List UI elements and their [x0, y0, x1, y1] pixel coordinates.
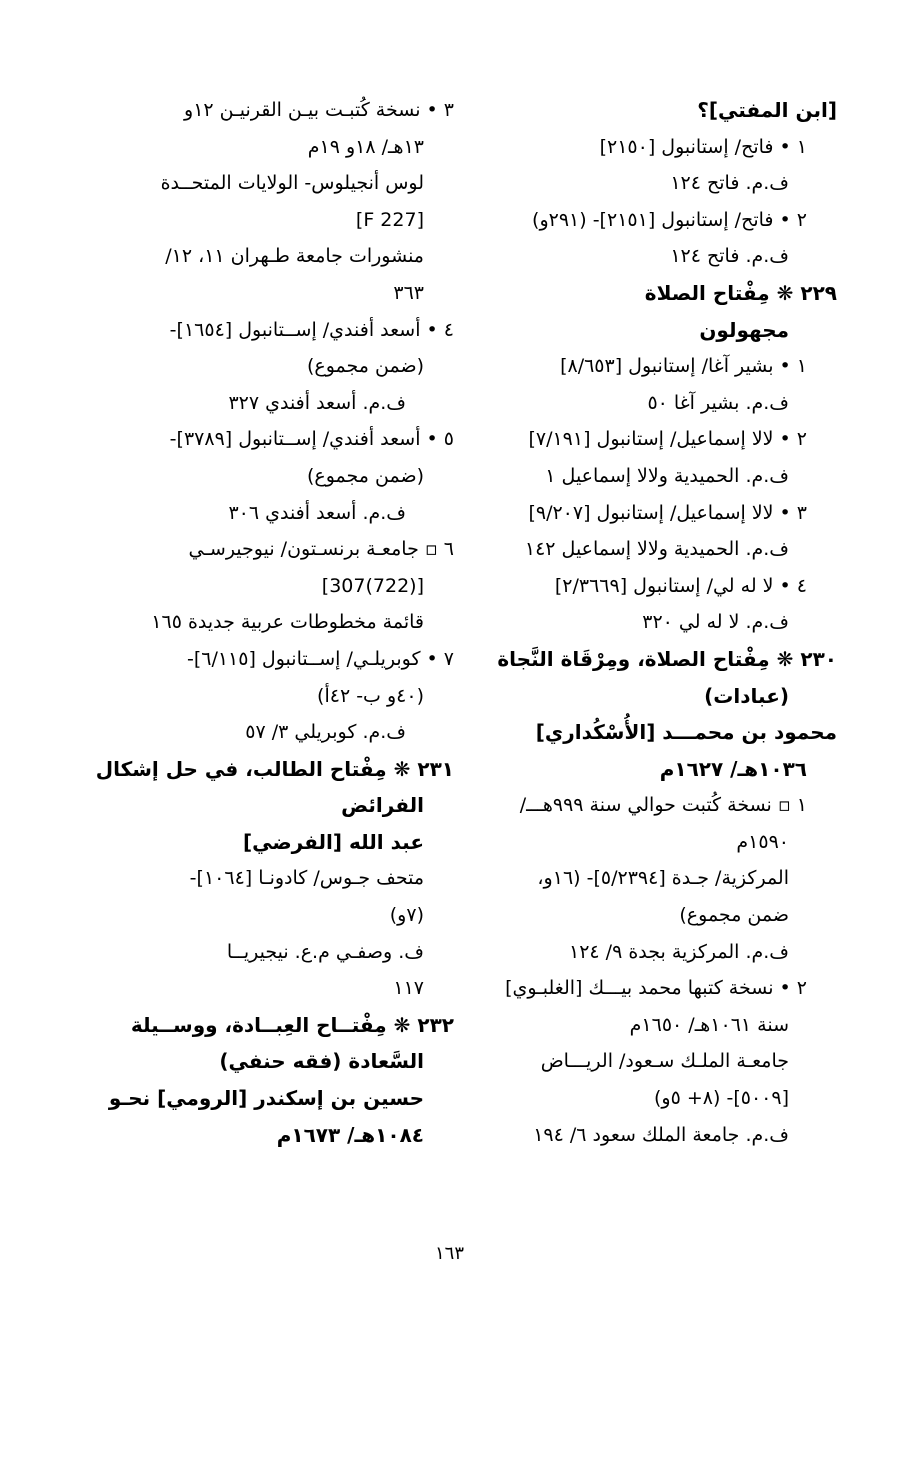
left-column-line: ٧ • كوبريلـي/ إســتانبول [٦/١١٥]-: [186, 647, 454, 670]
right-column-line: ف.م. الحميدية ولالا إسماعيل ١٤٢: [524, 538, 789, 561]
right-column-line: ٢ • نسخة كتبها محمد بيـــك [الغلبـوي]: [505, 977, 807, 1000]
right-column-line: ف.م. بشير آغا ٥٠: [647, 391, 789, 414]
right-column-line: مجهولون: [699, 317, 789, 342]
right-column-line: محمود بن محمـــد [الأُسْكُداري]: [535, 720, 837, 745]
right-column-line: ف.م. المركزية بجدة ٩/ ١٢٤: [569, 940, 789, 963]
right-column-line: ف.م. جامعة الملك سعود ٦/ ١٩٤: [533, 1123, 789, 1146]
left-column-line: السَّعادة (فقه حنفي): [219, 1049, 424, 1074]
right-column-line: المركزية/ جـدة [٥/٢٣٩٤]- (١٦و،: [537, 867, 789, 890]
right-column-line: سنة ١٠٦١هـ/ ١٦٥٠م: [629, 1013, 789, 1036]
left-column-line: (٤٠و ب- ٤٢أ): [317, 684, 424, 707]
left-column-line: قائمة مخطوطات عربية جديدة ١٦٥: [151, 611, 424, 634]
right-column-line: ٤ • لا له لي/ إستانبول [٢/٣٦٦٩]: [554, 574, 807, 597]
left-column: [95, 92, 454, 1153]
right-column-line: ١٠٣٦هـ/ ١٦٢٧م: [659, 756, 807, 781]
left-column-line: ١٠٨٤هـ/ ١٦٧٣م: [276, 1122, 424, 1147]
left-column-line: ٢٣١ ❋ مِفْتاح الطالب، في حل إشكال: [95, 756, 454, 781]
left-column-line: (٧و): [389, 904, 424, 927]
left-column-line: ٥ • أسعد أفندي/ إســتانبول [٣٧٨٩]-: [169, 428, 454, 451]
right-column-line: ١ • فاتح/ إستانبول [٢١٥٠]: [599, 135, 807, 158]
right-column-line: [ابن المفتي]؟: [697, 98, 837, 122]
left-column-line: الفرائض: [341, 793, 424, 818]
left-column-line: (ضمن مجموع): [306, 355, 424, 378]
left-column-line: حسين بن إسكندر [الرومي] نحـو: [108, 1086, 424, 1111]
left-column-line: ٣ • نسخة كُتبـت بيـن القرنيـن ١٢و: [184, 99, 454, 121]
right-column-line: ف.م. لا له لي ٣٢٠: [642, 611, 789, 634]
right-column-line: ١٥٩٠م: [736, 830, 789, 853]
right-column-line: ٢٣٠ ❋ مِفْتاح الصلاة، ومِرْقَاة النَّجاة: [497, 646, 837, 671]
right-column-line: ١ ▫ نسخة كُتبت حوالي سنة ٩٩٩هـــ/: [519, 794, 807, 817]
left-column-line: ف.م. كوبريلي ٣/ ٥٧: [245, 721, 406, 744]
left-column-line: ٣٦٣: [393, 281, 424, 304]
left-column-line: متحف جـوس/ كادونـا [١٠٦٤]-: [189, 867, 424, 890]
right-column-line: ١ • بشير آغا/ إستانبول [٨/٦٥٣]: [560, 355, 807, 378]
left-column-line: ٦ ▫ جامعـة برنسـتون/ نيوجيرسـي: [188, 538, 454, 561]
left-column-line: لوس أنجيلوس- الولايات المتحــدة: [160, 172, 424, 195]
page-number: ١٦٣: [434, 1243, 464, 1264]
left-column-line: [(722)307]: [321, 574, 424, 597]
left-column-line: ١٣هـ/ ١٨و ١٩م: [307, 135, 424, 158]
left-column-line: [F 227]: [355, 208, 424, 231]
left-column-line: ف. وصفـي م.ع. نيجيريــا: [226, 940, 424, 963]
left-column-line: منشورات جامعة طـهران ١١، ١٢/: [165, 245, 424, 268]
right-column-line: ٣ • لالا إسماعيل/ إستانبول [٩/٢٠٧]: [528, 501, 807, 524]
left-column-line: (ضمن مجموع): [306, 464, 424, 487]
left-column-line: ف.م. أسعد أفندي ٣٢٧: [228, 391, 406, 414]
left-column-line: ٤ • أسعد أفندي/ إســتانبول [١٦٥٤]-: [169, 318, 454, 341]
right-column-line: ف.م. الحميدية ولالا إسماعيل ١: [545, 464, 789, 487]
right-column-line: ف.م. فاتح ١٢٤: [670, 172, 789, 195]
right-column-line: ٢٢٩ ❋ مِفْتاح الصلاة: [644, 280, 837, 305]
left-column-line: ١١٧: [393, 977, 424, 1000]
right-column-line: [٥٠٠٩]- (٨+ ٥و): [654, 1087, 789, 1110]
right-column-line: ٢ • لالا إسماعيل/ إستانبول [٧/١٩١]: [528, 428, 807, 451]
left-column-line: ف.م. أسعد أفندي ٣٠٦: [228, 501, 406, 524]
right-column-line: ف.م. فاتح ١٢٤: [670, 245, 789, 268]
right-column-line: ضمن مجموع): [679, 904, 789, 927]
left-column-line: عبد الله [الفرضي]: [242, 829, 424, 854]
right-column-line: جامعـة الملـك سـعود/ الريـــاض: [540, 1050, 789, 1073]
right-column: [442, 92, 837, 1153]
left-column-line: ٢٣٢ ❋ مِفْتــاح العِبــادة، ووســيلة: [130, 1012, 454, 1037]
right-column-line: (عبادات): [704, 683, 789, 708]
right-column-line: ٢ • فاتح/ إستانبول [٢١٥١]- (٢٩١و): [532, 208, 807, 231]
